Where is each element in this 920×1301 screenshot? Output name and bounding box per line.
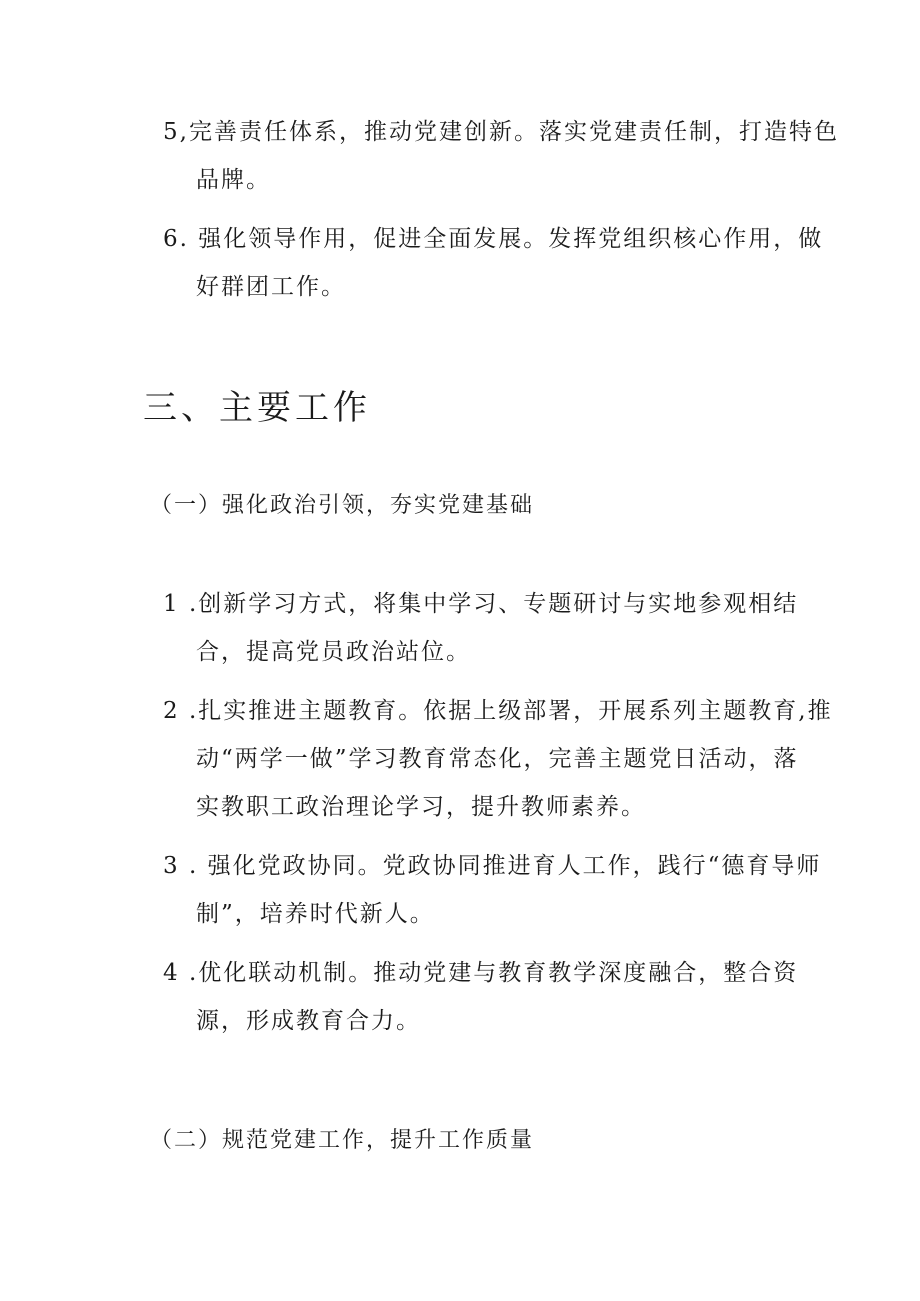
item-5-line-1: 5,完善责任体系，推动党建创新。落实党建责任制，打造特色 bbox=[163, 119, 839, 145]
subsection-1-title: （一）强化政治引领，夯实党建基础 bbox=[150, 493, 535, 518]
sub1-item-4-line-2: 源，形成教育合力。 bbox=[196, 1008, 421, 1034]
item-5-line-2: 品牌。 bbox=[196, 167, 271, 193]
subsection-2-title: （二）规范党建工作，提升工作质量 bbox=[150, 1128, 535, 1153]
section-heading: 三、主要工作 bbox=[143, 388, 371, 428]
item-6-line-2: 好群团工作。 bbox=[196, 274, 346, 300]
sub1-item-2-line-1: 2 .扎实推进主题教育。依据上级部署，开展系列主题教育,推 bbox=[163, 698, 833, 724]
sub1-item-2-line-3: 实教职工政治理论学习，提升教师素养。 bbox=[196, 794, 646, 820]
sub1-item-2-line-2: 动“两学一做”学习教育常态化，完善主题党日活动，落 bbox=[196, 746, 799, 772]
sub1-item-3-line-2: 制”，培养时代新人。 bbox=[196, 901, 435, 927]
sub1-item-1-line-2: 合，提高党员政治站位。 bbox=[196, 639, 471, 665]
sub1-item-1-line-1: 1 .创新学习方式，将集中学习、专题研讨与实地参观相结 bbox=[163, 591, 799, 617]
sub1-item-4-line-1: 4 .优化联动机制。推动党建与教育教学深度融合，整合资 bbox=[163, 960, 799, 986]
item-6-line-1: 6. 强化领导作用，促进全面发展。发挥党组织核心作用，做 bbox=[163, 226, 824, 252]
sub1-item-3-line-1: 3 . 强化党政协同。党政协同推进育人工作，践行“德育导师 bbox=[163, 853, 822, 879]
